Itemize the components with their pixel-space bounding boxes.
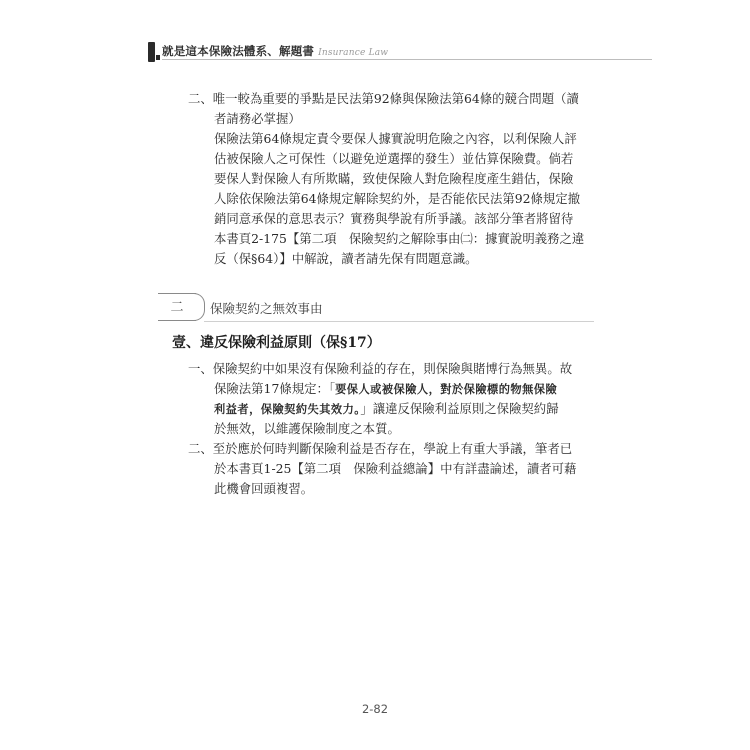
- paragraph-line: 要保人對保險人有所欺瞞，致使保險人對危險程度產生錯估，保險: [214, 171, 574, 186]
- paragraph-line: [214, 399, 559, 420]
- paragraph-line: 保險法第64條規定責令要保人據實說明危險之內容，以利保險人評: [214, 131, 577, 146]
- paragraph-line: 此機會回頭複習。: [214, 481, 314, 496]
- header-rule: [162, 59, 652, 60]
- book-title-en: Insurance Law: [318, 48, 389, 58]
- running-header-title: [162, 43, 388, 59]
- paragraph-line: [214, 379, 557, 400]
- text-run: 」讓違反保險利益原則之保險契約歸: [360, 401, 559, 416]
- paragraph-line: 人除依保險法第64條規定解除契約外，是否能依民法第92條規定撤: [214, 191, 581, 206]
- exclamation-mark-icon: [148, 42, 155, 62]
- text-run: 保險法第17條規定：「: [214, 381, 336, 396]
- section-title: 保險契約之無效事由: [210, 301, 323, 316]
- paragraph-line: 於無效，以維護保險制度之本質。: [214, 421, 400, 436]
- exclamation-dot-icon: [156, 55, 160, 60]
- paragraph-line: 者請務必掌握）: [214, 111, 301, 126]
- book-title: 就是這本保險法體系、解題書: [162, 44, 315, 58]
- paragraph-line: 反（保§64）】中解說，讀者請先保有問題意識。: [214, 251, 478, 266]
- paragraph-line: 銷同意承保的意思表示？實務與學說有所爭議。該部分筆者將留待: [214, 211, 574, 226]
- section-heading: [158, 290, 598, 324]
- section-rule: [204, 321, 594, 322]
- paragraph-line: 於本書頁1-25【第二項 保險利益總論】中有詳盡論述，讀者可藉: [214, 461, 577, 476]
- subsection-title: 壹、違反保險利益原則（保§17）: [172, 335, 381, 351]
- quoted-statute: 利益者，保險契約失其效力。: [214, 403, 361, 416]
- paragraph-line: 估被保險人之可保性（以避免逆選擇的發生）並估算保險費。倘若: [214, 151, 574, 166]
- paragraph-line: 二、唯一較為重要的爭點是民法第92條與保險法第64條的競合問題（讀: [188, 91, 579, 106]
- page-number: 2-82: [361, 702, 389, 716]
- paragraph-line: 二、至於應於何時判斷保險利益是否存在，學說上有重大爭議，筆者已: [188, 441, 573, 456]
- quoted-statute: 要保人或被保險人，對於保險標的物無保險: [335, 383, 558, 396]
- paragraph-line: 一、保險契約中如果沒有保險利益的存在，則保險與賭博行為無異。故: [188, 361, 573, 376]
- running-header: [148, 40, 653, 64]
- paragraph-line: 本書頁2-175【第二項 保險契約之解除事由㈡：據實說明義務之違: [214, 231, 585, 246]
- section-bracket-icon: [194, 293, 205, 321]
- section-number: 二: [170, 300, 184, 315]
